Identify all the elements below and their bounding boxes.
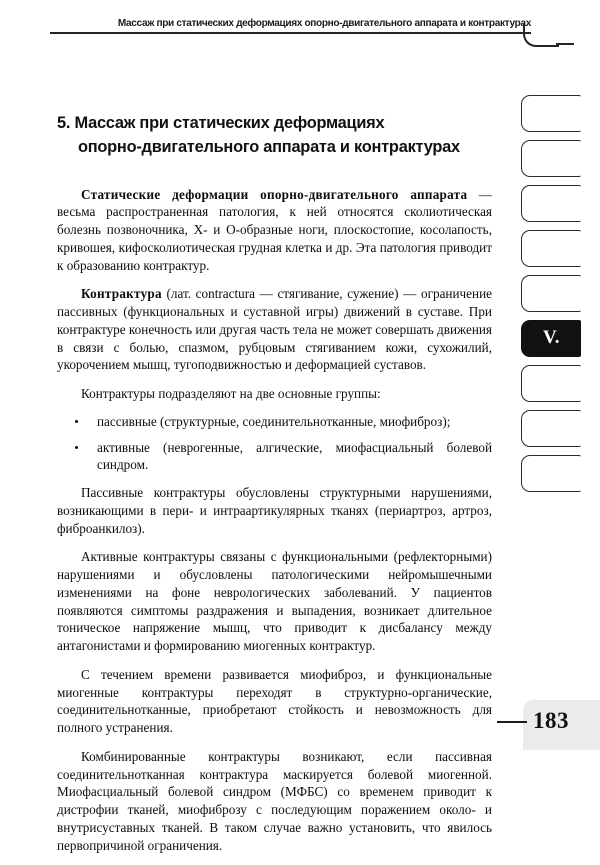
paragraph-contracture-definition [57, 285, 492, 374]
thumb-tab-2[interactable] [521, 140, 581, 177]
folio-rule [497, 721, 527, 723]
paragraph-static-deformations [57, 186, 492, 275]
header-rule [50, 32, 531, 34]
thumb-tab-4[interactable] [521, 230, 581, 267]
paragraph-myofibrosis-progression: С течением времени развивается миофиброз, и функциональные миогенные контрактуры переходят в структурно-органические, соединительнотканные, приобретают стойкость и невозможность для полного устранения. [57, 666, 492, 736]
thumb-tab-7[interactable] [521, 365, 581, 402]
paragraph-active-contractures: Активные контрактуры связаны с функциональными (рефлекторными) нарушениями и обусловлены патологическими нейромышечными изменениями на фоне неврологических заболеваний. У пациентов появляются симптомы раздражения и выпадения, возникает длительное тоническое напряжение мышц, что приводит к дисбалансу между антагонистами и формированию миогенных контрактур. [57, 549, 492, 654]
running-header [50, 12, 531, 34]
section-heading-line-1: 5. Массаж при статических деформациях [57, 114, 385, 132]
thumb-tab-3[interactable] [521, 185, 581, 222]
bullet-dot-icon [75, 446, 78, 449]
header-rule-tail [556, 43, 574, 45]
list-item [57, 413, 492, 431]
thumb-tab-8[interactable] [521, 410, 581, 447]
paragraph-static-deformations-text: — весьма распространенная патология, к ней относятся сколиотическая болезнь позвоночника, Х- и О-образные ноги, плоскостопие, косолапость, кривошея, кифосколиотическая грудная клетка и др. Эта патология приводит к образованию контрактур. [57, 186, 492, 273]
thumb-index-tab-strip [521, 95, 600, 500]
header-rule-corner [523, 23, 559, 47]
section-heading [57, 112, 492, 160]
text-column [57, 112, 492, 865]
paragraph-passive-contractures: Пассивные контрактуры обусловлены структурными нарушениями, возникающими в пери- и интраартикулярных тканях (периартроз, артроз, фиброанкилоз). [57, 485, 492, 536]
thumb-tab-9[interactable] [521, 455, 581, 492]
list-item-label: активные (неврогенные, алгические, миофасциальный болевой синдром. [97, 439, 492, 473]
thumb-tab-label: V. [542, 327, 561, 348]
thumb-tab-5[interactable] [521, 275, 581, 312]
contracture-groups-list [57, 413, 492, 474]
paragraph-combined-contractures: Комбинированные контрактуры возникают, если пассивная соединительнотканная контрактура маскируется болевой миогенной. Миофасциальный болевой синдром (МФБС) со временем приводит к дистрофии тканей, миофиброзу с последующим поражением около- и внутрисуставных тканей. В таком случае важно установить, что явилось первопричиной ограничения. [57, 748, 492, 853]
lead-term-contracture: Контрактура [81, 286, 162, 302]
lead-term-static-deformations: Статические деформации опорно-двигательного аппарата [81, 186, 468, 202]
list-item-label: пассивные (структурные, соединительнотканные, миофиброз); [97, 413, 451, 429]
paragraph-contracture-definition-text: (лат. contractura — стягивание, сужение) — ограничение пассивных (функциональных и суставной игры) движений в суставе. При контрактуре конечность или другая часть тела не может совершать движения в связи с болью, спазмом, рубцовым стягиванием кожи, сухожилий, укорочением мышц, тугоподвижностью и деформацией суставов. [57, 286, 492, 373]
list-item [57, 439, 492, 475]
thumb-tab-1[interactable] [521, 95, 581, 132]
running-header-title: Массаж при статических деформациях опорно-двигательного аппарата и контрактурах [117, 18, 531, 29]
thumb-tab-active-chapter-v[interactable] [521, 320, 581, 357]
section-heading-line-2: опорно-двигательного аппарата и контрактурах [78, 137, 460, 156]
paragraph-groups-intro: Контрактуры подразделяют на две основные группы: [81, 386, 381, 402]
page-number: 183 [533, 708, 569, 733]
bullet-dot-icon [75, 420, 78, 423]
